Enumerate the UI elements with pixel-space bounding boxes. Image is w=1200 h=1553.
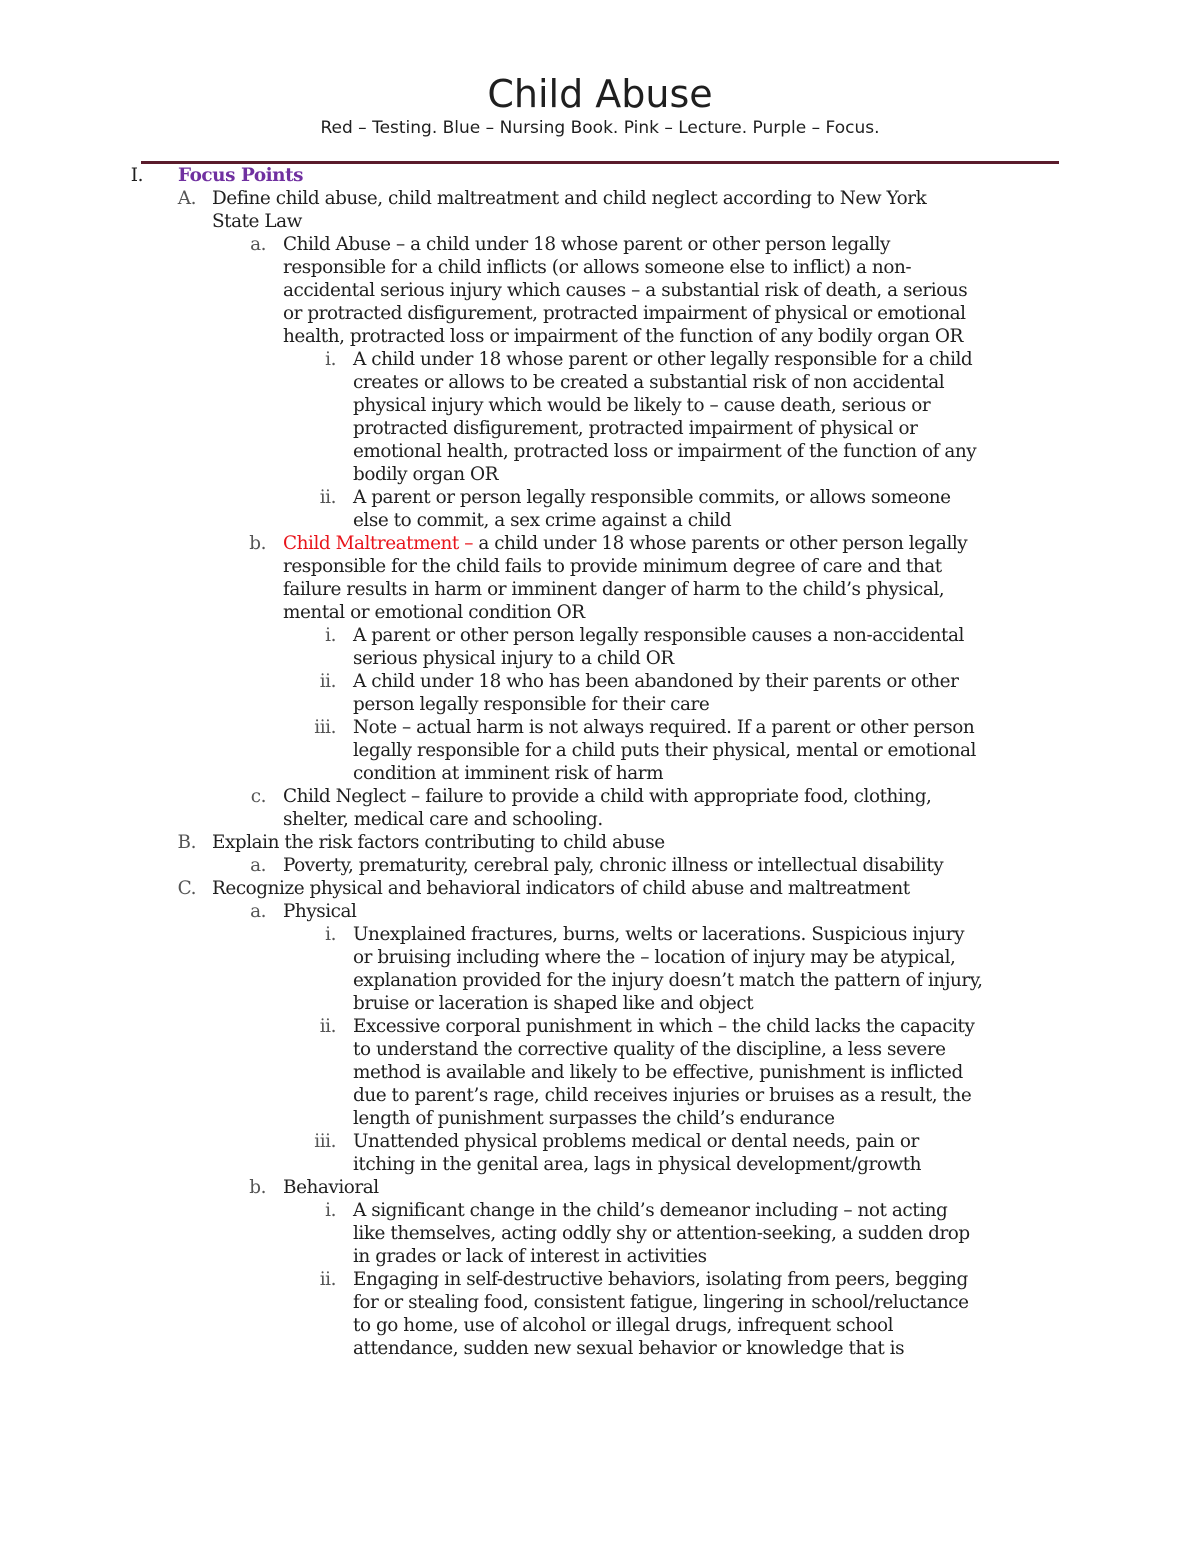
outline-item-a	[0, 532, 1200, 624]
term-label: Child Maltreatment –	[283, 533, 479, 554]
outline-line	[353, 1245, 1068, 1268]
line-text: Focus Points	[178, 165, 304, 186]
outline-line	[353, 1130, 1068, 1153]
outline-text	[353, 1015, 1068, 1130]
line-text: Poverty, prematurity, cerebral paly, chronic illness or intellectual disability	[283, 855, 944, 876]
outline-item-A	[0, 831, 1200, 854]
outline-text	[353, 348, 1068, 486]
document-subtitle: Red – Testing. Blue – Nursing Book. Pink – Lecture. Purple – Focus.	[320, 118, 880, 138]
line-text: bodily organ OR	[353, 464, 499, 485]
outline-line	[353, 1222, 1068, 1245]
outline-marker: c.	[250, 786, 266, 807]
line-text: health, protracted loss or impairment of the function of any bodily organ OR	[283, 326, 963, 347]
outline-item-a	[0, 900, 1200, 923]
outline-marker: a.	[250, 234, 266, 255]
line-text: Excessive corporal punishment in which – the child lacks the capacity	[353, 1016, 975, 1037]
outline-marker: B.	[177, 832, 196, 853]
outline-line	[283, 325, 1068, 348]
outline-line	[212, 210, 1062, 233]
outline-line	[212, 187, 1062, 210]
line-text: itching in the genital area, lags in physical development/growth	[353, 1154, 922, 1175]
outline-marker: C.	[177, 878, 196, 899]
outline-line	[353, 1153, 1068, 1176]
outline-line	[353, 739, 1068, 762]
outline-marker: A.	[177, 188, 196, 209]
outline-list	[0, 164, 1200, 1360]
line-text: A parent or person legally responsible commits, or allows someone	[353, 487, 951, 508]
outline-line	[353, 1061, 1068, 1084]
line-text: failure results in harm or imminent danger of harm to the child’s physical,	[283, 579, 945, 600]
outline-line	[353, 440, 1068, 463]
line-text: method is available and likely to be effective, punishment is inflicted	[353, 1062, 963, 1083]
outline-line	[353, 486, 1068, 509]
outline-item-i	[0, 670, 1200, 716]
line-text: bruise or laceration is shaped like and object	[353, 993, 754, 1014]
outline-item-i	[0, 486, 1200, 532]
outline-line	[283, 302, 1068, 325]
line-text: Explain the risk factors contributing to child abuse	[212, 832, 665, 853]
line-text: Child Abuse – a child under 18 whose parent or other person legally	[283, 234, 890, 255]
outline-text	[178, 164, 1058, 187]
line-text: A child under 18 whose parent or other legally responsible for a child	[353, 349, 973, 370]
outline-line	[353, 1107, 1068, 1130]
line-text: Unattended physical problems medical or dental needs, pain or	[353, 1131, 919, 1152]
line-text: A significant change in the child’s demeanor including – not acting	[353, 1200, 948, 1221]
outline-marker: I.	[130, 165, 143, 186]
line-text: legally responsible for a child puts their physical, mental or emotional	[353, 740, 976, 761]
line-text: or bruising including where the – location of injury may be atypical,	[353, 947, 956, 968]
line-text: Physical	[283, 901, 357, 922]
outline-line	[353, 463, 1068, 486]
line-text: condition at imminent risk of harm	[353, 763, 664, 784]
outline-marker: i.	[325, 349, 336, 370]
line-text: A parent or other person legally responsible causes a non-accidental	[353, 625, 964, 646]
outline-line	[353, 348, 1068, 371]
line-text: State Law	[212, 211, 302, 232]
outline-item-i	[0, 348, 1200, 486]
outline-item-i	[0, 624, 1200, 670]
outline-line	[283, 555, 1068, 578]
outline-text	[283, 900, 1068, 923]
outline-line	[283, 279, 1068, 302]
outline-marker: iii.	[314, 717, 336, 738]
outline-line	[353, 371, 1068, 394]
line-text: length of punishment surpasses the child’s endurance	[353, 1108, 835, 1129]
outline-line	[353, 923, 1068, 946]
outline-line	[353, 1038, 1068, 1061]
outline-item-a	[0, 233, 1200, 348]
outline-text	[283, 233, 1068, 348]
outline-line	[283, 233, 1068, 256]
line-text: Engaging in self-destructive behaviors, isolating from peers, begging	[353, 1269, 968, 1290]
outline-marker: iii.	[314, 1131, 336, 1152]
outline-line	[283, 854, 1068, 877]
line-text: A child under 18 who has been abandoned by their parents or other	[353, 671, 959, 692]
outline-line	[353, 1199, 1068, 1222]
line-text: serious physical injury to a child OR	[353, 648, 674, 669]
outline-item-i	[0, 1199, 1200, 1268]
outline-line	[283, 808, 1068, 831]
outline-line	[178, 164, 1058, 187]
outline-line	[212, 877, 1062, 900]
outline-text	[212, 877, 1062, 900]
outline-marker: ii.	[319, 487, 336, 508]
outline-line	[283, 900, 1068, 923]
outline-line	[353, 969, 1068, 992]
outline-line	[353, 946, 1068, 969]
line-text: emotional health, protracted loss or impairment of the function of any	[353, 441, 977, 462]
line-text: to understand the corrective quality of the discipline, a less severe	[353, 1039, 946, 1060]
line-text: for or stealing food, consistent fatigue, lingering in school/reluctance	[353, 1292, 969, 1313]
line-text: accidental serious injury which causes – a substantial risk of death, a serious	[283, 280, 968, 301]
outline-line	[353, 762, 1068, 785]
outline-line	[283, 256, 1068, 279]
line-text: Unexplained fractures, burns, welts or lacerations. Suspicious injury	[353, 924, 965, 945]
line-text: shelter, medical care and schooling.	[283, 809, 603, 830]
line-text: to go home, use of alcohol or illegal drugs, infrequent school	[353, 1315, 894, 1336]
outline-text	[283, 1176, 1068, 1199]
outline-text	[353, 486, 1068, 532]
outline-item-A	[0, 187, 1200, 233]
line-text: physical injury which would be likely to – cause death, serious or	[353, 395, 931, 416]
outline-line	[283, 785, 1068, 808]
outline-item-i	[0, 923, 1200, 1015]
outline-text	[283, 532, 1068, 624]
outline-text	[353, 1199, 1068, 1268]
outline-line	[353, 716, 1068, 739]
outline-marker: i.	[325, 1200, 336, 1221]
outline-text	[283, 785, 1068, 831]
line-text: Define child abuse, child maltreatment and child neglect according to New York	[212, 188, 927, 209]
outline-item-a	[0, 785, 1200, 831]
document-title: Child Abuse	[487, 72, 713, 116]
outline-line	[283, 1176, 1068, 1199]
outline-marker: ii.	[319, 1016, 336, 1037]
line-text: in grades or lack of interest in activities	[353, 1246, 707, 1267]
line-text: attendance, sudden new sexual behavior or knowledge that is	[353, 1338, 905, 1359]
outline-line	[353, 647, 1068, 670]
outline-marker: ii.	[319, 1269, 336, 1290]
outline-item-a	[0, 1176, 1200, 1199]
outline-line	[353, 693, 1068, 716]
outline-line	[353, 1084, 1068, 1107]
outline-marker: a.	[250, 855, 266, 876]
outline-line	[353, 992, 1068, 1015]
outline-line	[353, 417, 1068, 440]
line-text: or protracted disfigurement, protracted impairment of physical or emotional	[283, 303, 966, 324]
outline-line	[353, 670, 1068, 693]
line-text: Note – actual harm is not always required. If a parent or other person	[353, 717, 975, 738]
outline-item-a	[0, 854, 1200, 877]
outline-line	[353, 1015, 1068, 1038]
outline-marker: i.	[325, 924, 336, 945]
outline-text	[212, 187, 1062, 233]
line-text: a child under 18 whose parents or other person legally	[478, 533, 968, 554]
outline-line	[353, 1314, 1068, 1337]
line-text: Recognize physical and behavioral indicators of child abuse and maltreatment	[212, 878, 910, 899]
outline-line	[353, 1268, 1068, 1291]
outline-item-A	[0, 877, 1200, 900]
line-text: mental or emotional condition OR	[283, 602, 585, 623]
outline-text	[353, 923, 1068, 1015]
line-text: Behavioral	[283, 1177, 379, 1198]
outline-text	[353, 1130, 1068, 1176]
outline-text	[353, 670, 1068, 716]
outline-item-i	[0, 1130, 1200, 1176]
outline-line	[353, 624, 1068, 647]
outline-text	[212, 831, 1062, 854]
outline-marker: a.	[250, 901, 266, 922]
outline-item-i	[0, 1015, 1200, 1130]
outline-line	[353, 509, 1068, 532]
outline-marker: i.	[325, 625, 336, 646]
outline-line	[353, 1337, 1068, 1360]
line-text: protracted disfigurement, protracted impairment of physical or	[353, 418, 918, 439]
outline-line	[353, 1291, 1068, 1314]
outline-item-i	[0, 1268, 1200, 1360]
outline-marker: b.	[249, 1177, 266, 1198]
line-text: due to parent’s rage, child receives injuries or bruises as a result, the	[353, 1085, 972, 1106]
outline-marker: b.	[249, 533, 266, 554]
outline-item-I	[0, 164, 1200, 187]
line-text: Child Neglect – failure to provide a child with appropriate food, clothing,	[283, 786, 932, 807]
line-text: like themselves, acting oddly shy or attention-seeking, a sudden drop	[353, 1223, 970, 1244]
line-text: creates or allows to be created a substantial risk of non accidental	[353, 372, 945, 393]
outline-line	[283, 532, 1068, 555]
line-text: responsible for a child inflicts (or allows someone else to inflict) a non-	[283, 257, 912, 278]
line-text: responsible for the child fails to provide minimum degree of care and that	[283, 556, 942, 577]
outline-text	[283, 854, 1068, 877]
outline-text	[353, 716, 1068, 785]
outline-line	[283, 601, 1068, 624]
outline-marker: ii.	[319, 671, 336, 692]
outline-item-i	[0, 716, 1200, 785]
outline-text	[353, 1268, 1068, 1360]
outline-line	[212, 831, 1062, 854]
outline-line	[353, 394, 1068, 417]
line-text: else to commit, a sex crime against a child	[353, 510, 732, 531]
outline-line	[283, 578, 1068, 601]
line-text: person legally responsible for their care	[353, 694, 710, 715]
outline-text	[353, 624, 1068, 670]
line-text: explanation provided for the injury doesn’t match the pattern of injury,	[353, 970, 983, 991]
